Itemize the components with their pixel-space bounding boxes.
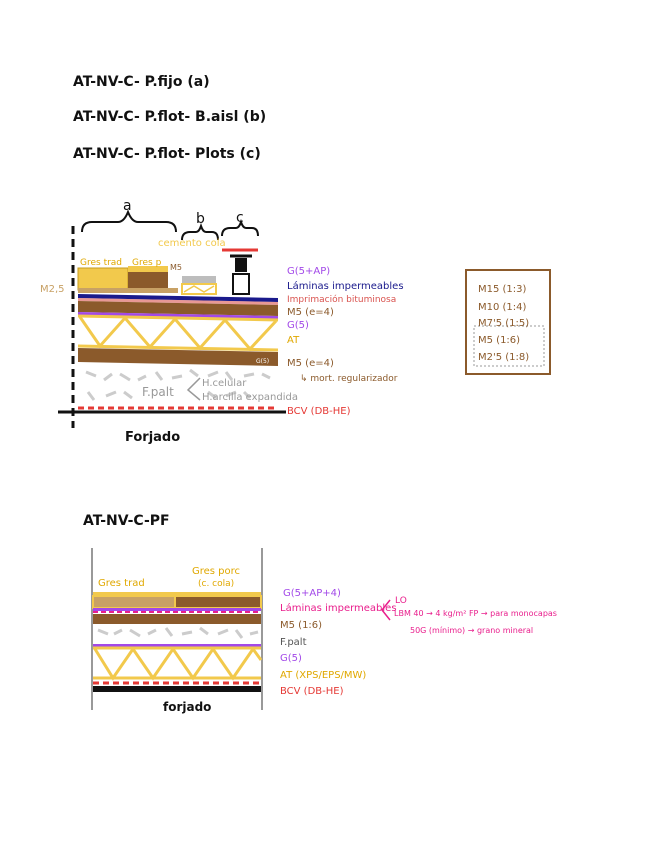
pedestal-head bbox=[235, 258, 247, 272]
heading-c: AT-NV-C- P.flot- Plots (c) bbox=[73, 146, 261, 162]
label-bcv: BCV (DB-HE) bbox=[287, 406, 351, 417]
m2-5-layer bbox=[78, 288, 178, 293]
legend-item-m2-5: M2'5 (1:8) bbox=[478, 352, 530, 363]
heading-b: AT-NV-C- P.flot- B.aisl (b) bbox=[73, 109, 267, 125]
legend-item-m15: M15 (1:3) bbox=[478, 284, 527, 295]
gres-trad-label: Gres trad bbox=[80, 258, 123, 268]
cemento-cola-label: cemento cola bbox=[158, 238, 226, 249]
brace-b-label: b bbox=[196, 211, 205, 227]
gres-trad-label-2: Gres trad bbox=[98, 578, 145, 589]
label2-laminas: Láminas impermeables bbox=[280, 603, 397, 614]
brace-a-label: a bbox=[123, 198, 132, 214]
gres-trad-tiles bbox=[93, 596, 175, 608]
lbm-label: LBM 40 → 4 kg/m² FP → para monocapas bbox=[394, 609, 557, 618]
purple-dashed-layer bbox=[93, 608, 261, 611]
label-g5: G(5) bbox=[287, 320, 309, 331]
label-g5ap: G(5+AP) bbox=[287, 266, 331, 277]
label2-g5ap4: G(5+AP+4) bbox=[283, 588, 341, 599]
block-b-top bbox=[182, 276, 216, 284]
fpalt-fill-2 bbox=[98, 628, 258, 638]
m2-5-label: M2,5 bbox=[40, 284, 65, 295]
heading-a: AT-NV-C- P.fijo (a) bbox=[73, 74, 210, 90]
gres-p-tile bbox=[128, 270, 168, 290]
legend-item-m10: M10 (1:4) bbox=[478, 302, 527, 313]
m5-small-label: M5 bbox=[170, 263, 182, 272]
lo-label: LO bbox=[395, 596, 407, 606]
gres-porc-tiles bbox=[175, 596, 261, 608]
mortar-legend bbox=[466, 270, 550, 374]
brace-c-label: c bbox=[236, 210, 244, 226]
mortar-m5-layer bbox=[93, 614, 261, 624]
forjado-label: Forjado bbox=[125, 430, 181, 445]
label-m5-bottom: M5 (e=4) bbox=[287, 358, 334, 369]
label-mort-reg: ↳ mort. regularizador bbox=[300, 374, 398, 384]
gres-porc-label: Gres porc bbox=[192, 566, 241, 577]
gres-trad-tile bbox=[78, 268, 128, 290]
fpalt-bracket bbox=[188, 378, 200, 400]
brace-a-shape bbox=[82, 212, 176, 232]
heading-pf: AT-NV-C-PF bbox=[83, 513, 170, 529]
fpalt-label: F.palt bbox=[142, 385, 174, 399]
sos-label: 50G (mínimo) → grano mineral bbox=[410, 626, 534, 635]
label2-fpalt: F.palt bbox=[280, 637, 307, 648]
pedestal-body bbox=[233, 274, 249, 294]
forjado-slab bbox=[93, 686, 261, 692]
label2-m5: M5 (1:6) bbox=[280, 620, 323, 631]
inner-g5-tag: G(5) bbox=[256, 358, 270, 365]
h-celular-label: H.celular bbox=[202, 378, 247, 389]
label2-g5: G(5) bbox=[280, 653, 302, 664]
diagram-2 bbox=[92, 548, 557, 714]
gres-p-label: Gres p bbox=[132, 258, 162, 268]
diagram-1 bbox=[40, 198, 404, 445]
at-zigzag-2 bbox=[95, 649, 261, 678]
label-imprimacion: Imprimación bituminosa bbox=[287, 295, 397, 305]
forjado-label-2: forjado bbox=[163, 700, 212, 714]
legend-item-m7-5: M7'5 (1:5) bbox=[478, 318, 530, 329]
h-arcilla-label: H.arcilla expandida bbox=[202, 392, 298, 403]
c-cola-label: (c. cola) bbox=[198, 579, 235, 589]
label2-bcv: BCV (DB-HE) bbox=[280, 686, 344, 697]
legend-item-m5: M5 (1:6) bbox=[478, 335, 521, 346]
label-laminas: Láminas impermeables bbox=[287, 281, 404, 292]
label-m5-e4: M5 (e=4) bbox=[287, 307, 334, 318]
label2-at: AT (XPS/EPS/MW) bbox=[280, 670, 367, 681]
label-at: AT bbox=[287, 335, 300, 346]
